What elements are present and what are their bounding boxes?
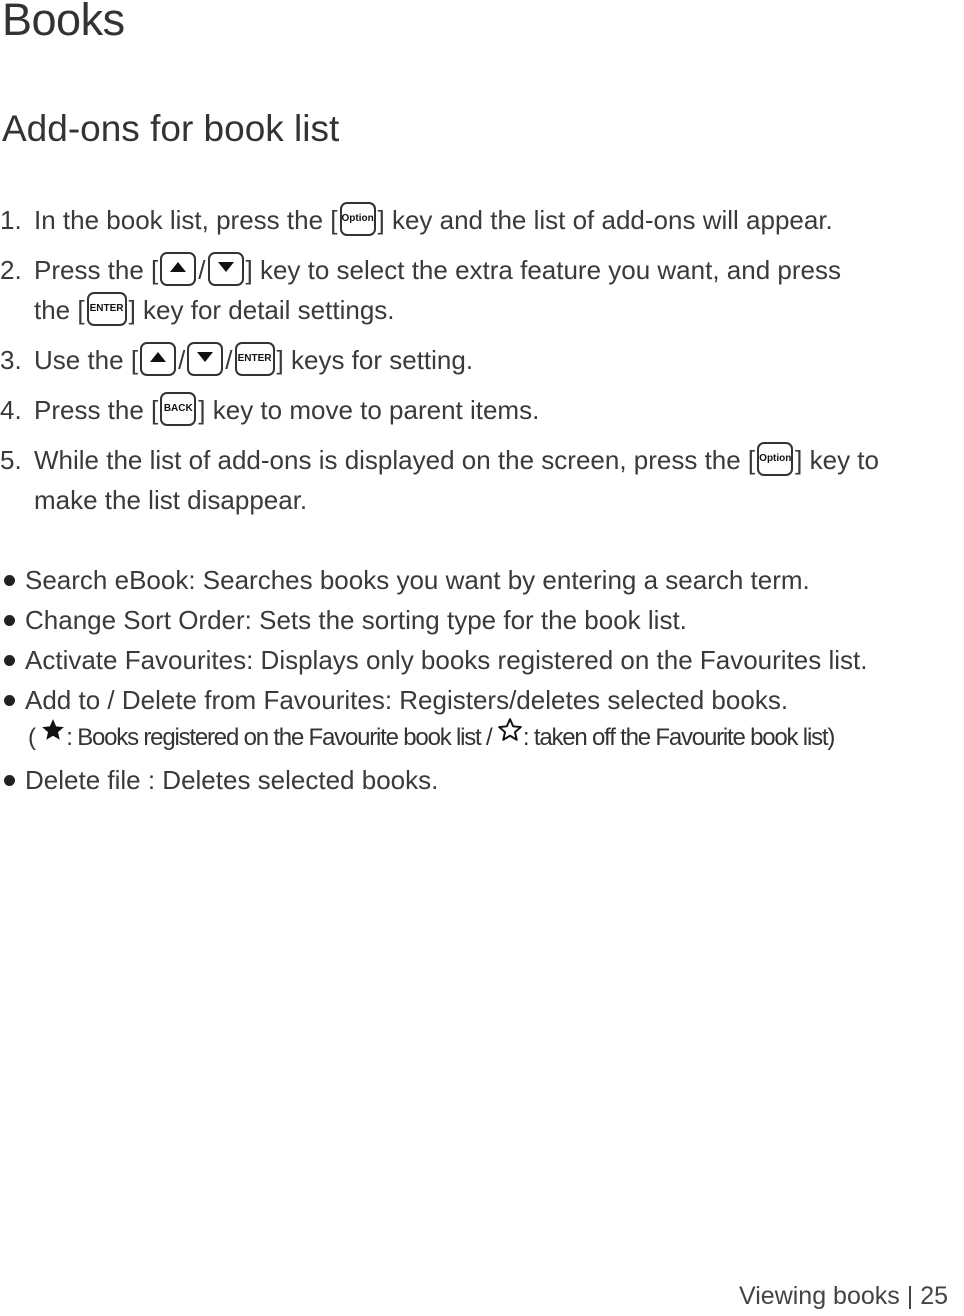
enter-key-icon: ENTER	[235, 342, 275, 376]
key-separator: /	[198, 255, 206, 285]
key-separator: /	[225, 345, 233, 375]
step-number: 4.	[0, 395, 22, 425]
step-text: ] key for detail settings.	[128, 295, 395, 325]
step-text: ] key and the list of add-ons will appear.	[377, 205, 833, 235]
list-item-text: Delete file : Deletes selected books.	[25, 765, 439, 795]
up-arrow-key-icon	[160, 252, 196, 286]
list-item	[4, 680, 788, 720]
step-text: make the list disappear.	[34, 485, 308, 515]
bullet-icon	[4, 575, 15, 586]
bullet-icon	[4, 655, 15, 666]
footer-section: Viewing books	[739, 1282, 900, 1310]
page-number: 25	[920, 1282, 948, 1310]
step-text: In the book list, press the [	[34, 205, 338, 235]
section-title: Add-ons for book list	[2, 108, 340, 149]
step-number: 5.	[0, 445, 22, 475]
list-item	[4, 640, 868, 680]
step-number: 3.	[0, 345, 22, 375]
step-2-continued	[34, 290, 395, 330]
step-5-continued	[34, 480, 307, 520]
footer-separator: |	[906, 1282, 914, 1310]
step-1	[0, 200, 833, 240]
step-5	[0, 440, 879, 480]
bullet-icon	[4, 615, 15, 626]
step-text: While the list of add-ons is displayed on the screen, press the [	[34, 445, 756, 475]
step-4	[0, 390, 539, 430]
step-text: Press the [	[34, 255, 159, 285]
step-text: Press the [	[34, 395, 159, 425]
step-text: ] key to select the extra feature you want, and press	[245, 255, 841, 285]
step-number: 2.	[0, 255, 22, 285]
list-item-text: Activate Favourites: Displays only books registered on the Favourites list.	[25, 645, 868, 675]
list-item-text: Search eBook: Searches books you want by entering a search term.	[25, 565, 810, 595]
list-item	[4, 760, 438, 800]
note-open-paren: (	[28, 724, 35, 751]
down-arrow-key-icon	[208, 252, 244, 286]
step-2	[0, 250, 841, 290]
bullet-icon	[4, 695, 15, 706]
list-item-text: Change Sort Order: Sets the sorting type for the book list.	[25, 605, 687, 635]
note-outline-text: : taken off the Favourite book list)	[522, 724, 835, 751]
note-filled-text: : Books registered on the Favourite book list /	[66, 724, 492, 751]
outline-star-icon	[497, 716, 523, 756]
option-key-icon: Option	[340, 202, 376, 236]
step-text: Use the [	[34, 345, 139, 375]
down-arrow-key-icon	[187, 342, 223, 376]
list-item	[4, 560, 810, 600]
list-item	[4, 600, 687, 640]
up-arrow-key-icon	[140, 342, 176, 376]
step-text: the [	[34, 295, 85, 325]
step-text: ] key to	[795, 445, 879, 475]
page-title: Books	[2, 0, 125, 45]
list-item-text: Add to / Delete from Favourites: Registers/deletes selected books.	[25, 685, 789, 715]
step-text: ] key to move to parent items.	[198, 395, 540, 425]
back-key-icon: BACK	[160, 392, 196, 426]
bullet-icon	[4, 775, 15, 786]
option-key-icon: Option	[757, 442, 793, 476]
step-text: ] keys for setting.	[276, 345, 474, 375]
key-separator: /	[178, 345, 186, 375]
filled-star-icon	[40, 716, 66, 756]
favourites-note	[28, 718, 834, 759]
step-number: 1.	[0, 205, 22, 235]
page-footer	[739, 1282, 948, 1311]
enter-key-icon: ENTER	[87, 292, 127, 326]
step-3	[0, 340, 473, 380]
